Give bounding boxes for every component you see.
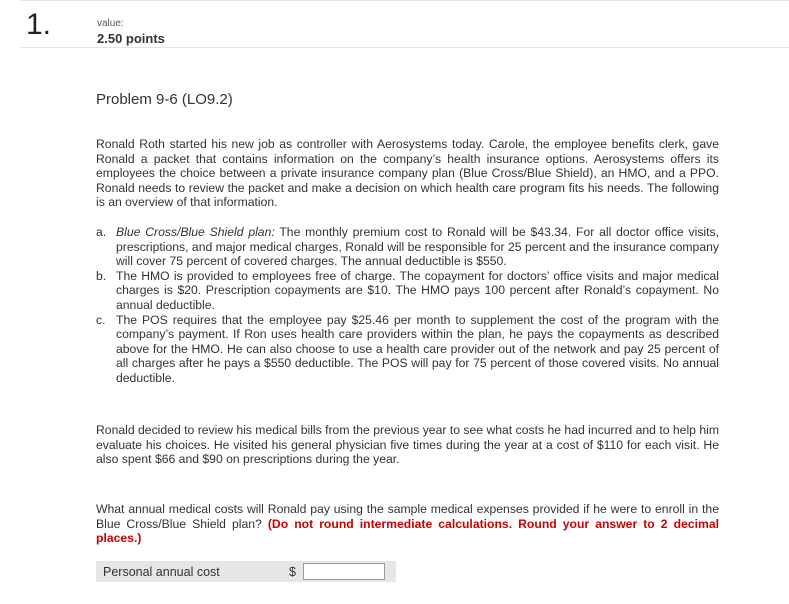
plan-option-text: The HMO is provided to employees free of charge. The copayment for doctors’ office visits and major medical charges is $20. Prescription copayments are $10. The HMO pays 100 percent after Ronald’s copayment. No annual deductible. [116, 268, 719, 312]
points-value: 2.50 points [97, 31, 165, 46]
answer-row [96, 561, 396, 582]
medical-bills-paragraph: Ronald decided to review his medical bills from the previous year to see what costs he had incurred and to help him evaluate his choices. He visited his general physician five times during the year at a cost of $110 for each visit. He also spent $66 and $90 on prescriptions during the year. [96, 423, 719, 467]
personal-annual-cost-input[interactable] [303, 563, 385, 580]
question-paragraph [96, 502, 719, 546]
top-divider [20, 0, 789, 1]
list-marker: c. [96, 312, 106, 327]
currency-symbol: $ [289, 564, 296, 579]
plan-options-list [96, 225, 719, 386]
plan-option-b [96, 269, 719, 313]
list-marker: b. [96, 268, 107, 283]
header-divider [20, 47, 789, 48]
plan-option-c [96, 313, 719, 386]
plan-option-text: The monthly premium cost to Ronald will be $43.34. For all doctor office visits, prescriptions, and major medical charges, Ronald will be responsible for 25 percent and the insurance company will cover 75 percent of covered charges. The annual deductible is $550. [116, 225, 719, 269]
plan-option-text: The POS requires that the employee pay $25.46 per month to supplement the cost of the program with the company’s payment. If Ron uses health care providers within the plan, he pays the copayments as described above for the HMO. He can also choose to use a health care provider out of the network and pay 25 percent of all charges after he pays a $550 deductible. The POS will pay for 75 percent of those covered visits. No annual deductible. [116, 312, 719, 385]
question-text: What annual medical costs will Ronald pay using the sample medical expenses provided if he were to enroll in the Blue Cross/Blue Shield plan? [96, 502, 719, 531]
rounding-instruction: (Do not round intermediate calculations. Round your answer to 2 decimal places.) [96, 516, 719, 546]
plan-option-a [96, 225, 719, 269]
intro-paragraph: Ronald Roth started his new job as controller with Aerosystems today. Carole, the employee benefits clerk, gave Ronald a packet that contains information on the company’s health insurance options. Aerosystems offers its employees the choice between a private insurance company plan (Blue Cross/Blue Shield), an HMO, and a PPO. Ronald needs to review the packet and make a decision on which health care program fits his needs. The following is an overview of that information. [96, 137, 719, 210]
question-number: 1. [26, 8, 52, 41]
list-marker: a. [96, 225, 107, 239]
plan-option-lead: Blue Cross/Blue Shield plan: [116, 225, 275, 239]
answer-label: Personal annual cost [103, 564, 220, 579]
value-label: value: [97, 18, 124, 29]
problem-title: Problem 9-6 (LO9.2) [96, 91, 233, 108]
